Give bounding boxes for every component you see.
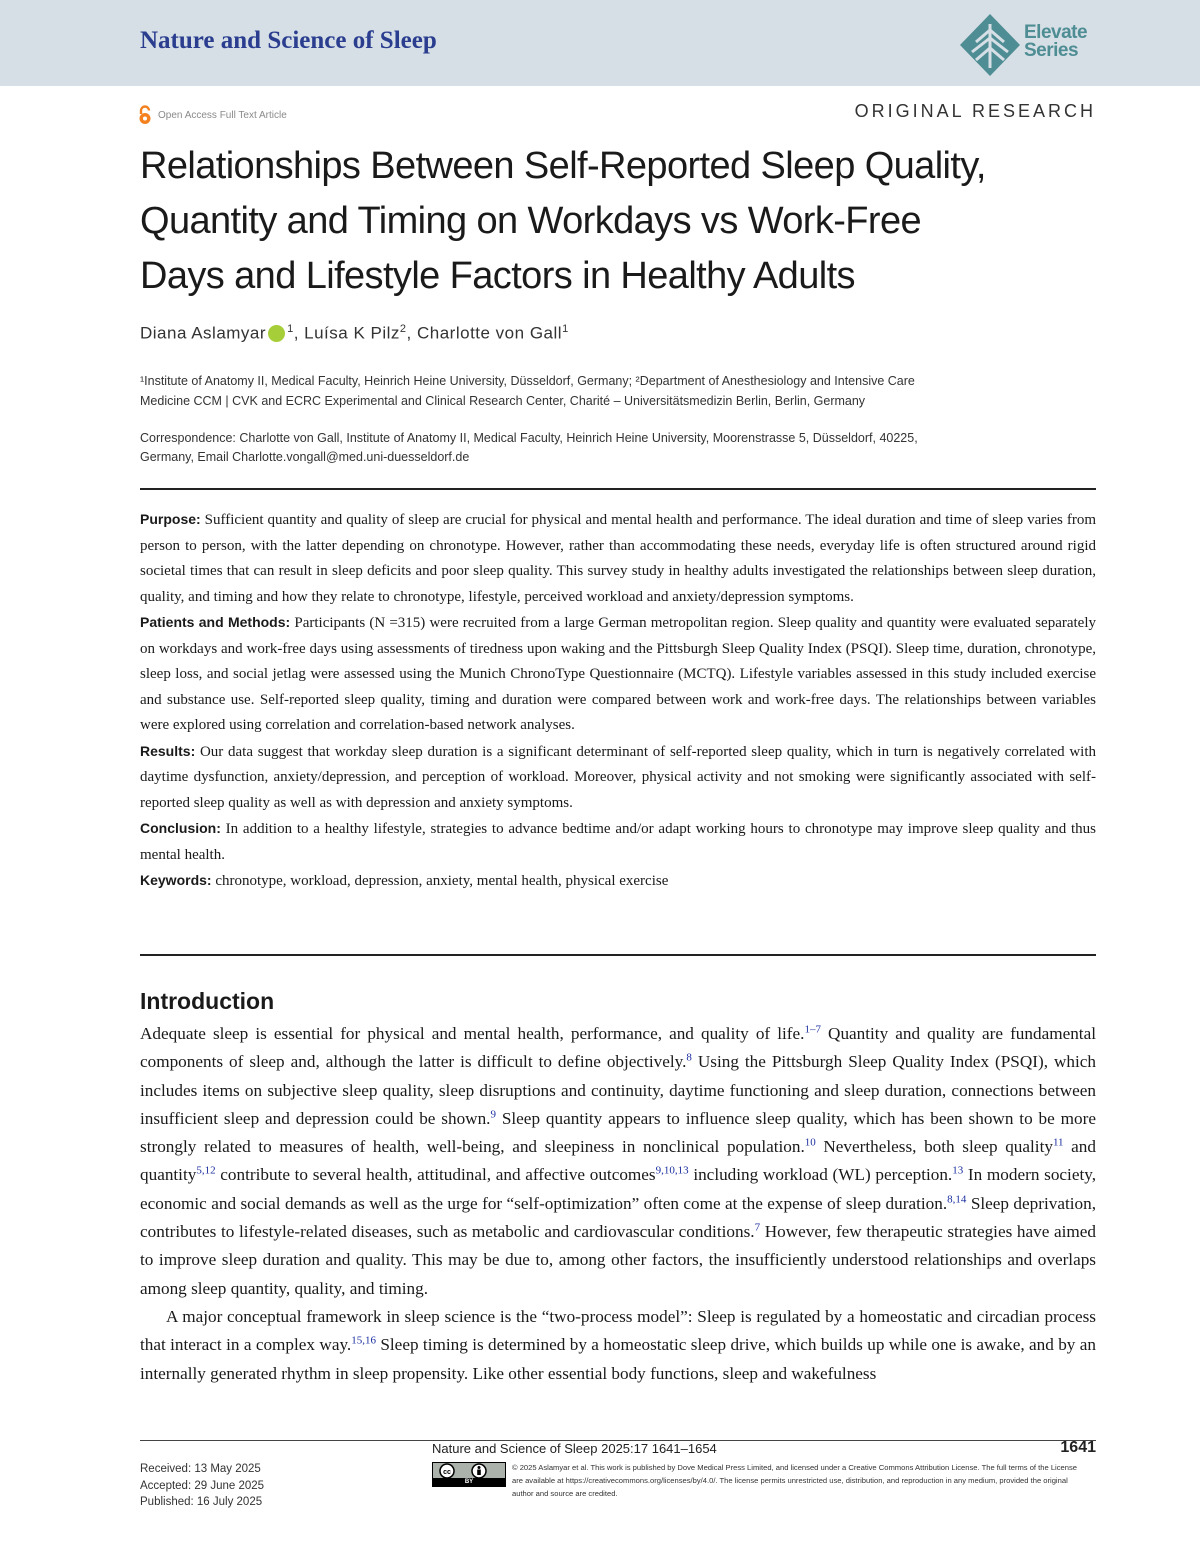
abstract-purpose-label: Purpose: — [140, 511, 201, 527]
elevate-logo-text — [1024, 24, 1087, 60]
received-date: Received: 13 May 2025 — [140, 1463, 261, 1475]
abstract-purpose — [140, 507, 1096, 610]
citation-ref-link[interactable]: 9 — [490, 1108, 496, 1121]
published-date: Published: 16 July 2025 — [140, 1496, 263, 1508]
elevate-series-logo — [958, 12, 1103, 78]
orcid-icon[interactable] — [268, 325, 285, 342]
abstract-results-text: Our data suggest that workday sleep duration is a significant determinant of self-reported sleep quality, which in turn is negatively correlated with daytime dysfunction, anxiety/depression, and perception of workload. Moreover, physical activity and not smoking were significantly associated with self-reported sleep quality as well as with depression and anxiety symptoms. — [140, 743, 1097, 811]
abstract-purpose-text: Sufficient quantity and quality of sleep are crucial for physical and mental health and performance. The ideal duration and time of sleep varies from person to person, with the latter depending on chronotype. However, rather than accommodating these needs, everyday life is often structured around rigid societal times that can result in sleep deficits and poor sleep quality. This survey study in healthy adults investigated the relationships between sleep duration, quality, and timing and how they relate to chronotype, lifestyle, perceived workload and anxiety/depression symptoms. — [140, 512, 1096, 605]
accepted-date: Accepted: 29 June 2025 — [140, 1479, 265, 1492]
abstract — [140, 507, 1096, 895]
citation-ref-link[interactable]: 8,14 — [947, 1193, 967, 1206]
open-access-label: Open Access Full Text Article — [158, 109, 287, 121]
abstract-conclusion-label: Conclusion: — [140, 820, 221, 836]
citation-ref-link[interactable]: 10 — [804, 1136, 816, 1149]
introduction-body — [140, 1020, 1096, 1388]
open-access-row — [138, 104, 287, 126]
citation-ref-link[interactable]: 1–7 — [804, 1023, 821, 1036]
correspondence — [140, 429, 1100, 467]
author-name[interactable]: Charlotte von Gall — [416, 323, 563, 343]
body-text-segment: Quantity and quality are fundamental components of sleep and, although the latter is difficult to define objectively. — [140, 1024, 1096, 1072]
body-text-segment: However, few therapeutic strategies have aimed to improve sleep duration and quality. This may be due to, among other factors, the insufficiently understood relationships and overlaps among sleep quantity, quality, and timing. — [140, 1222, 1097, 1298]
elevate-logo-line1: Elevate — [1024, 22, 1088, 43]
citation-ref-link[interactable]: 15,16 — [351, 1334, 376, 1347]
abstract-top-rule — [140, 488, 1096, 490]
abstract-methods-text: Participants (N =315) were recruited from a large German metropolitan region. Sleep quality and quantity were evaluated separately on workdays and work-free days using assessments of tiredness upon waking and the Pittsburgh Sleep Quality Index (PSQI). Sleep time, duration, chronotype, sleep loss, and social jetlag were assessed using the Munich ChronoType Questionnaire (MCTQ). Lifestyle variables assessed in this study included exercise and substance use. Self-reported sleep quality, timing and duration were compared between work and work-free days. The relationships between variables were explored using correlation and correlation-based network analyses. — [140, 615, 1096, 733]
author-affiliation-ref: 2 — [399, 323, 407, 335]
body-text-segment: Sleep timing is determined by a homeostatic sleep drive, which builds up while one is awake, and by an internally generated rhythm in sleep propensity. Like other essential body functions, sleep and wakefulness — [140, 1335, 1096, 1383]
title-line-3: Days and Lifestyle Factors in Healthy Adults — [140, 255, 855, 297]
svg-text:cc: cc — [443, 1469, 451, 1476]
author-affiliation-ref: 1 — [562, 323, 569, 335]
abstract-bottom-rule — [140, 954, 1096, 956]
body-text-segment: Adequate sleep is essential for physical and mental health, performance, and quality of life. — [140, 1024, 805, 1043]
introduction-heading: Introduction — [140, 988, 275, 1014]
abstract-methods-label: Patients and Methods: — [140, 614, 291, 630]
elevate-logo-line2: Series — [1024, 40, 1079, 61]
citation-ref-link[interactable]: 9,10,13 — [655, 1164, 689, 1177]
license-text — [512, 1461, 1096, 1500]
license-line: author and source are credited. — [512, 1489, 618, 1498]
abstract-conclusion — [140, 816, 1096, 868]
license-line[interactable]: are available at https://creativecommons.org/licenses/by/4.0/. The license permits unrestricted use, distribution, and reproduction in any medium, provided the original — [512, 1476, 1068, 1485]
journal-citation[interactable]: Nature and Science of Sleep 2025:17 1641–1654 — [432, 1441, 717, 1456]
abstract-keywords-label: Keywords: — [140, 872, 212, 888]
journal-header-bar — [0, 0, 1200, 86]
abstract-results-label: Results: — [140, 742, 196, 759]
cc-by-label: BY — [433, 1478, 505, 1486]
body-text-segment: A major conceptual framework in sleep science is the “two-process model”: Sleep is regulated by a homeostatic and circadian process that interact in a complex way. — [140, 1306, 1096, 1355]
cc-icon — [433, 1463, 505, 1479]
author-name[interactable]: Luísa K Pilz — [304, 323, 400, 343]
correspondence-line: Correspondence: Charlotte von Gall, Institute of Anatomy II, Medical Faculty, Heinrich Heine University, Moorenstrasse 5, Düsseldorf, 40225, — [140, 431, 918, 445]
abstract-results — [140, 739, 1096, 817]
affiliation-line: ¹Institute of Anatomy II, Medical Faculty, Heinrich Heine University, Düsseldorf, Germany; ²Department of Anesthesiology and Intensive Care — [140, 374, 915, 388]
abstract-keywords — [140, 868, 1096, 895]
creative-commons-badge[interactable] — [432, 1462, 506, 1487]
license-line: © 2025 Aslamyar et al. This work is published by Dove Medical Press Limited, and licensed under a Creative Commons Attribution License. The full terms of the License — [512, 1463, 1077, 1472]
abstract-methods — [140, 610, 1096, 739]
article-title — [140, 139, 1110, 304]
body-text-segment: In modern society, economic and social demands as well as the urge for “self-optimization” often come at the expense of sleep duration. — [140, 1165, 1096, 1213]
citation-ref-link[interactable]: 13 — [952, 1164, 964, 1177]
journal-name[interactable]: Nature and Science of Sleep — [140, 27, 437, 54]
citation-ref-link[interactable]: 11 — [1052, 1136, 1064, 1149]
author-affiliation-ref: 1 — [287, 323, 294, 335]
body-text-segment: Sleep quantity appears to influence sleep quality, which has been shown to be more strongly related to measures of health, well-being, and sleepiness in nonclinical population. — [140, 1108, 1096, 1157]
article-type-label: ORIGINAL RESEARCH — [854, 101, 1096, 121]
open-access-lock-icon — [138, 105, 152, 125]
elevate-tree-icon — [958, 12, 1022, 78]
introduction-paragraph — [140, 1303, 1096, 1388]
body-text-segment: Sleep deprivation, contributes to lifestyle-related diseases, such as metabolic and cardiovascular conditions. — [140, 1193, 1096, 1242]
body-text-segment: and quantity — [140, 1137, 1096, 1185]
affiliations — [140, 371, 1100, 411]
citation-ref-link[interactable]: 5,12 — [196, 1164, 216, 1177]
body-text-segment: Nevertheless, both sleep quality — [815, 1137, 1053, 1157]
abstract-keywords-text: chronotype, workload, depression, anxiety, mental health, physical exercise — [215, 873, 669, 889]
introduction-paragraph — [140, 1020, 1096, 1303]
body-text-segment: contribute to several health, attitudinal, and affective outcomes — [215, 1165, 656, 1185]
title-line-1: Relationships Between Self-Reported Sleep Quality, — [140, 145, 986, 187]
correspondence-email-line[interactable]: Germany, Email Charlotte.vongall@med.uni-duesseldorf.de — [140, 450, 470, 464]
citation-ref-link[interactable]: 7 — [754, 1221, 761, 1234]
author-list: Diana Aslamyar $^1$, Luísa K Pilz$^2$, Charlotte von Gall$^1$ — [140, 323, 569, 343]
affiliation-line: Medicine CCM | CVK and ECRC Experimental and Clinical Research Center, Charité – Universitätsmedizin Berlin, Berlin, Germany — [140, 394, 866, 408]
citation-ref-link[interactable]: 8 — [686, 1051, 692, 1064]
title-line-2: Quantity and Timing on Workdays vs Work-Free — [140, 200, 922, 242]
abstract-conclusion-text: In addition to a healthy lifestyle, strategies to advance bedtime and/or adapt working hours to chronotype may improve sleep quality and thus mental health. — [140, 821, 1097, 863]
body-text-segment: including workload (WL) perception. — [688, 1165, 953, 1185]
author-name[interactable]: Diana Aslamyar — [140, 323, 267, 343]
page-number: 1641 — [1060, 1439, 1096, 1456]
article-dates — [140, 1461, 264, 1511]
body-text-segment: Using the Pittsburgh Sleep Quality Index (PSQI), which includes items on subjective sleep quality, sleep disruptions and continuity, daytime functioning and sleep duration, connections between insufficient sleep and depression could be shown. — [140, 1052, 1096, 1128]
